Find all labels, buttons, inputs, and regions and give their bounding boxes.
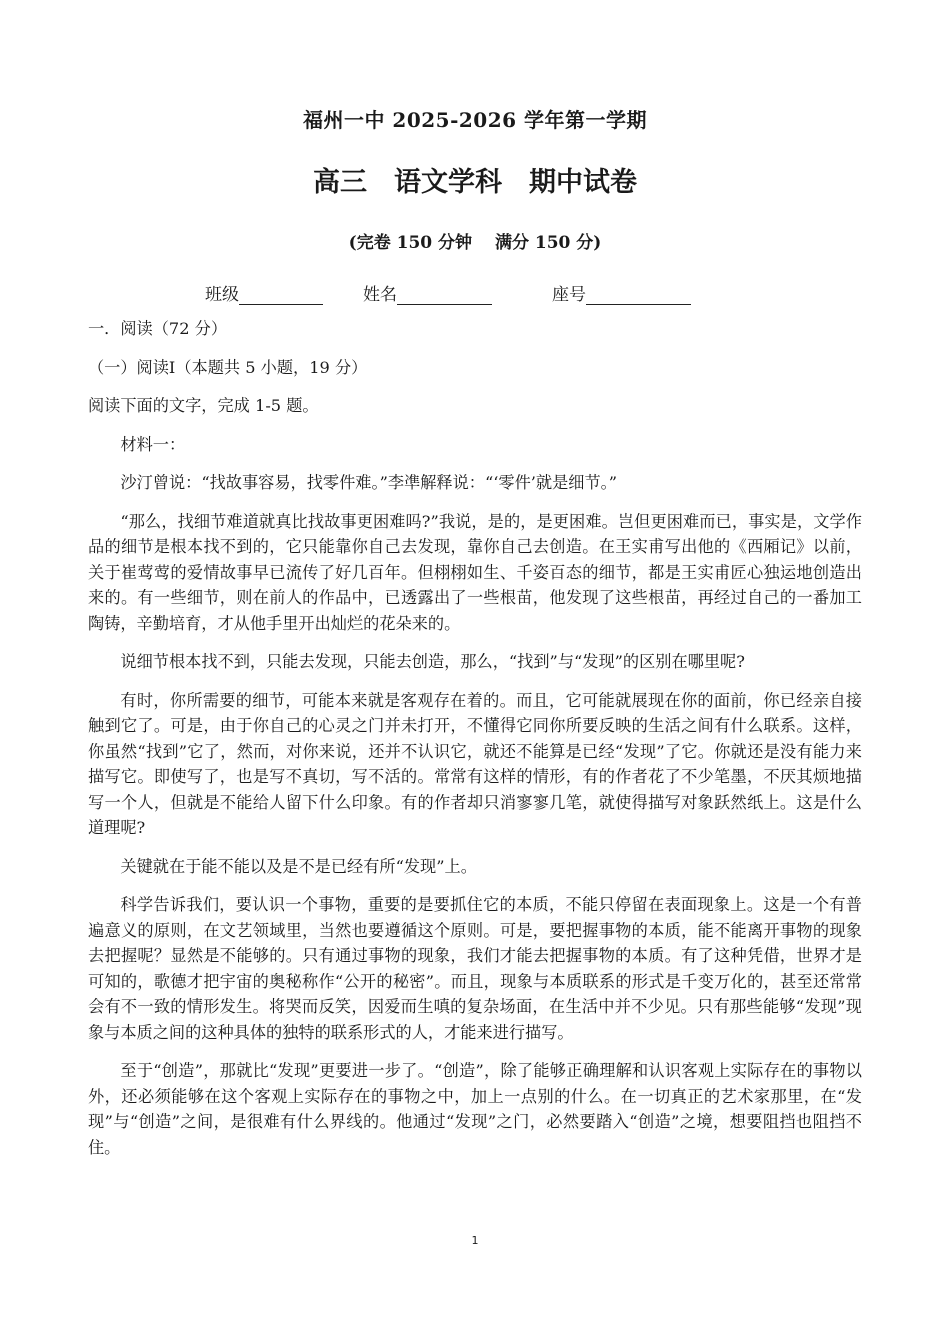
paragraph: “那么，找细节难道就真比找故事更困难吗?”我说，是的，是更困难。岂但更困难而已，事实是，文学作品的细节是根本找不到的，它只能靠你自己去发现，靠你自己去创造。在王实甫写出他的《西厢记》以前，关于崔莺莺的爱情故事早已流传了好几百年。但栩栩如生、千姿百态的细节，都是王实甫匠心独运地创造出来的。有一些细节，则在前人的作品中，已透露出了一些根苗，他发现了这些根苗，再经过自己的一番加工陶铸，辛勤培育，才从他手里开出灿烂的花朵来的。 [88,511,862,633]
instruction: 阅读下面的文字，完成 1-5 题。 [88,396,319,415]
paragraph: 有时，你所需要的细节，可能本来就是客观存在着的。而且，它可能就展现在你的面前，你已经亲自接触到它了。可是，由于你自己的心灵之门并未打开，不懂得它同你所要反映的生活之间有什么联系。这样，你虽然“找到”它了，然而，对你来说，还并不认识它，就还不能算是已经“发现”了它。你就还是没有能力来描写它。即使写了，也是写不真切，写不活的。常常有这样的情形，有的作者花了不少笔墨，不厌其烦地描写一个人，但就是不能给人留下什么印象。有的作者却只消寥寥几笔，就使得描写对象跃然纸上。这是什么道理呢? [88,690,862,837]
student-info-row [205,280,691,305]
class-blank [239,286,323,305]
name-label: 姓名 [363,285,397,305]
name-blank [397,286,492,305]
paragraph: 至于“创造”，那就比“发现”更要进一步了。“创造”，除了能够正确理解和认识客观上实际存在的事物以外，还必须能够在这个客观上实际存在的事物之中，加上一点别的什么。在一切真正的艺术家那里，在“发现”与“创造”之间，是很难有什么界线的。他通过“发现”之门，必然要踏入“创造”之境，想要阻挡也阻挡不住。 [88,1061,862,1157]
part-heading: 一．阅读（72 分） [88,319,228,338]
seat-blank [586,286,691,305]
paragraph: 科学告诉我们，要认识一个事物，重要的是要抓住它的本质，不能只停留在表面现象上。这是一个有普遍意义的原则，在文艺领域里，当然也要遵循这个原则。可是，要把握事物的本质，能不能离开事物的现象去把握呢？显然是不能够的。只有通过事物的现象，我们才能去把握事物的本质。有了这种凭借，世界才是可知的，歌德才把宇宙的奥秘称作“公开的秘密”。而且，现象与本质联系的形式是千变万化的，甚至还常常会有不一致的情形发生。将哭而反笑，因爱而生嗔的复杂场面，在生活中并不少见。只有那些能够“发现”现象与本质之间的这种具体的独特的联系形式的人，才能来进行描写。 [88,895,862,1042]
paragraph: 沙汀曾说：“找故事容易，找零件难。”李凖解释说：“‘零件’就是细节。” [120,473,618,492]
school-title: 福州一中 2025-2026 学年第一学期 [302,108,648,132]
paragraph: 关键就在于能不能以及是不是已经有所“发现”上。 [120,856,477,876]
exam-meta: (完卷 150 分钟 满分 150 分) [348,233,602,253]
class-field [205,280,323,305]
page-number: 1 [471,1234,479,1247]
exam-title: 高三 语文学科 期中试卷 [313,167,637,198]
sub-heading: （一）阅读Ⅰ（本题共 5 小题，19 分） [88,357,368,377]
name-field [363,280,492,305]
material-label: 材料一： [120,434,186,454]
paragraph: 说细节根本找不到，只能去发现，只能去创造，那么，“找到”与“发现”的区别在哪里呢? [120,652,745,671]
seat-label: 座号 [552,285,586,305]
reading-section [88,316,862,1173]
class-label: 班级 [205,285,239,305]
seat-field [552,280,691,305]
